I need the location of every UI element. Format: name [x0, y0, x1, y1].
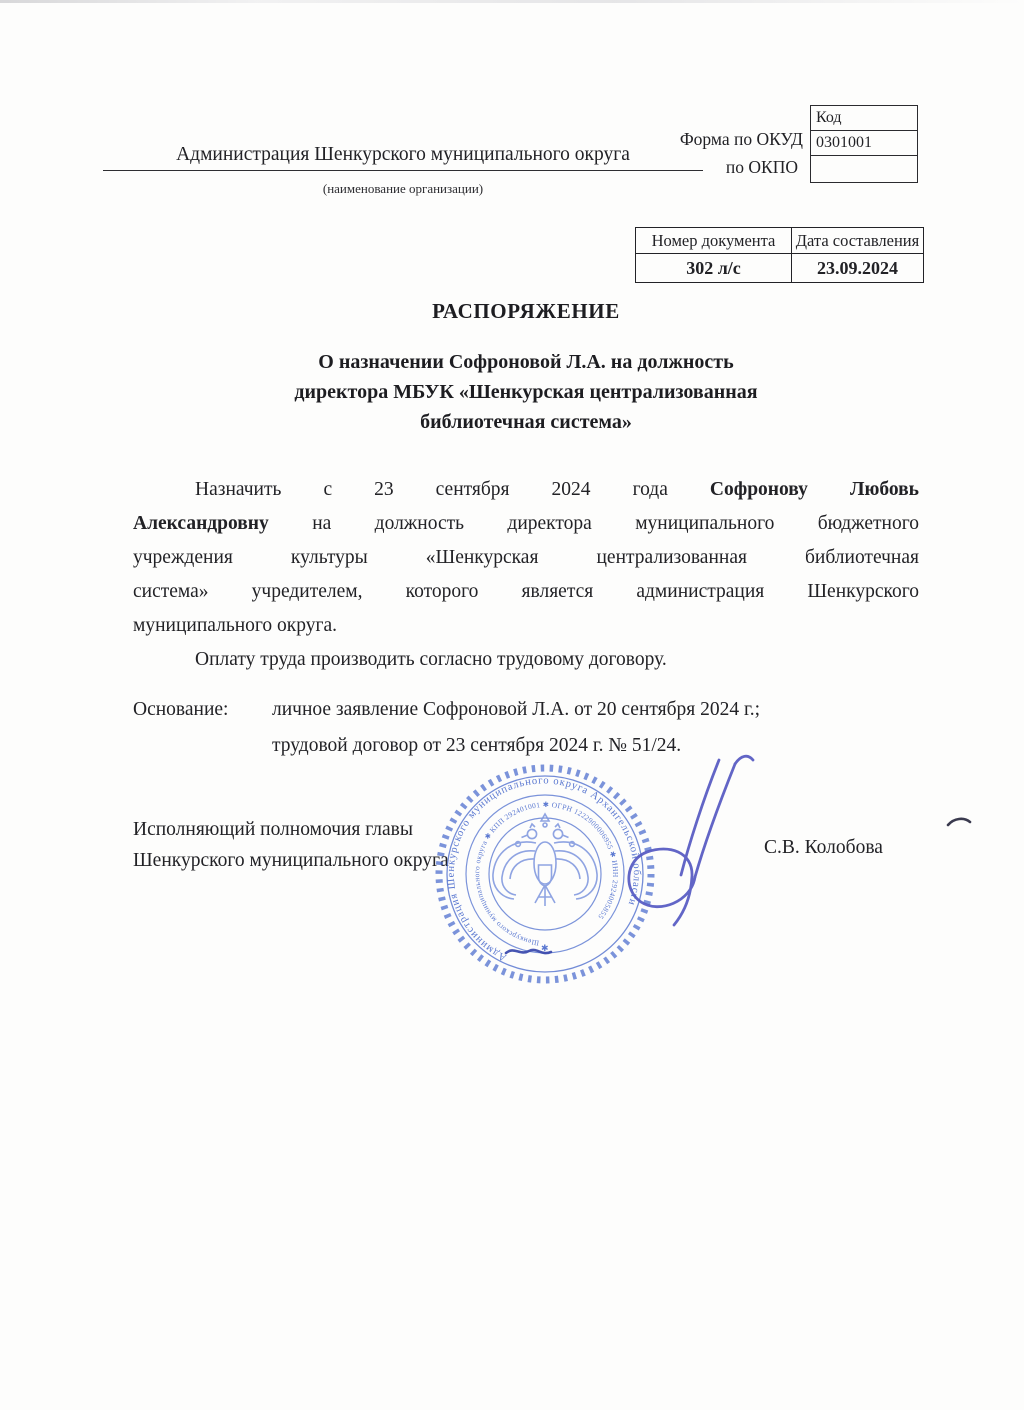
signer-position-line-2: Шенкурского муниципального округа: [133, 850, 449, 871]
form-code-header: Код: [811, 106, 917, 131]
stamp-outer-ring-text: Администрация Шенкурского муниципального округа Архангельской области: [445, 775, 642, 963]
coat-of-arms-eagle: [493, 814, 597, 906]
doc-date-header: Дата составления: [791, 228, 923, 254]
body-segment-bold: Софронову Любовь: [709, 479, 919, 500]
doc-number-value: 302 л/с: [686, 258, 741, 278]
organization-caption: (наименование организации): [322, 181, 484, 196]
doc-number-header: Номер документа: [636, 228, 791, 254]
organization-name: Администрация Шенкурского муниципального округа: [103, 144, 703, 171]
subject-line-2: директора МБУК «Шенкурская централизованная: [294, 381, 758, 403]
signature-strokes: [595, 752, 765, 944]
body-segment: на должность директора муниципального бюджетного: [312, 513, 920, 534]
body-line: система» учредителем, которого является администрация Шенкурского: [133, 581, 919, 602]
basis-line-1: личное заявление Софроновой Л.А. от 20 сентября 2024 г.;: [272, 699, 761, 720]
body-segment: Назначить с 23 сентября 2024 года: [195, 479, 710, 500]
document-title: РАСПОРЯЖЕНИЕ: [432, 299, 620, 323]
handwritten-signature: [595, 752, 765, 944]
basis-line-2: трудовой договор от 23 сентября 2024 г. № 51/24.: [272, 734, 682, 756]
body-line: муниципального округа.: [133, 615, 338, 636]
body-line: [133, 507, 919, 541]
basis-label: Основание:: [133, 699, 229, 720]
doc-date-value: 23.09.2024: [791, 254, 923, 282]
okud-code-value: 0301001: [811, 131, 917, 156]
body-line: учреждения культуры «Шенкурская централизованная библиотечная: [133, 547, 919, 568]
signer-position: [133, 814, 449, 876]
body-line: Оплату труда производить согласно трудовому договору.: [195, 649, 667, 670]
form-code-table: [810, 105, 918, 183]
signer-position-line-1: Исполняющий полномочия главы: [133, 819, 413, 840]
stamp-center-mark: ✱: [541, 943, 549, 953]
okpo-code-value: [811, 156, 917, 182]
okud-label: Форма по ОКУД: [679, 129, 803, 149]
scan-edge-artifact: [0, 0, 1024, 3]
body-line: [133, 473, 919, 507]
okpo-label: по ОКПО: [725, 157, 798, 177]
subject-line-3: библиотечная система»: [420, 411, 632, 433]
signer-name: С.В. Колобова: [764, 837, 883, 858]
stamp-inner-ring-text: Шенкурского муниципального округа ✱ КПП 292401001 ✱ ОГРН 1222900006955 ✱ ИНН 2924005855: [472, 800, 621, 948]
document-subject: [133, 347, 919, 437]
body-text: [133, 473, 919, 677]
body-segment-bold: Александровну: [133, 513, 313, 534]
doc-number-table: [635, 227, 924, 283]
pen-dash-mark: [944, 814, 974, 832]
basis-block: [133, 692, 943, 763]
subject-line-1: О назначении Софроновой Л.А. на должность: [318, 351, 734, 373]
